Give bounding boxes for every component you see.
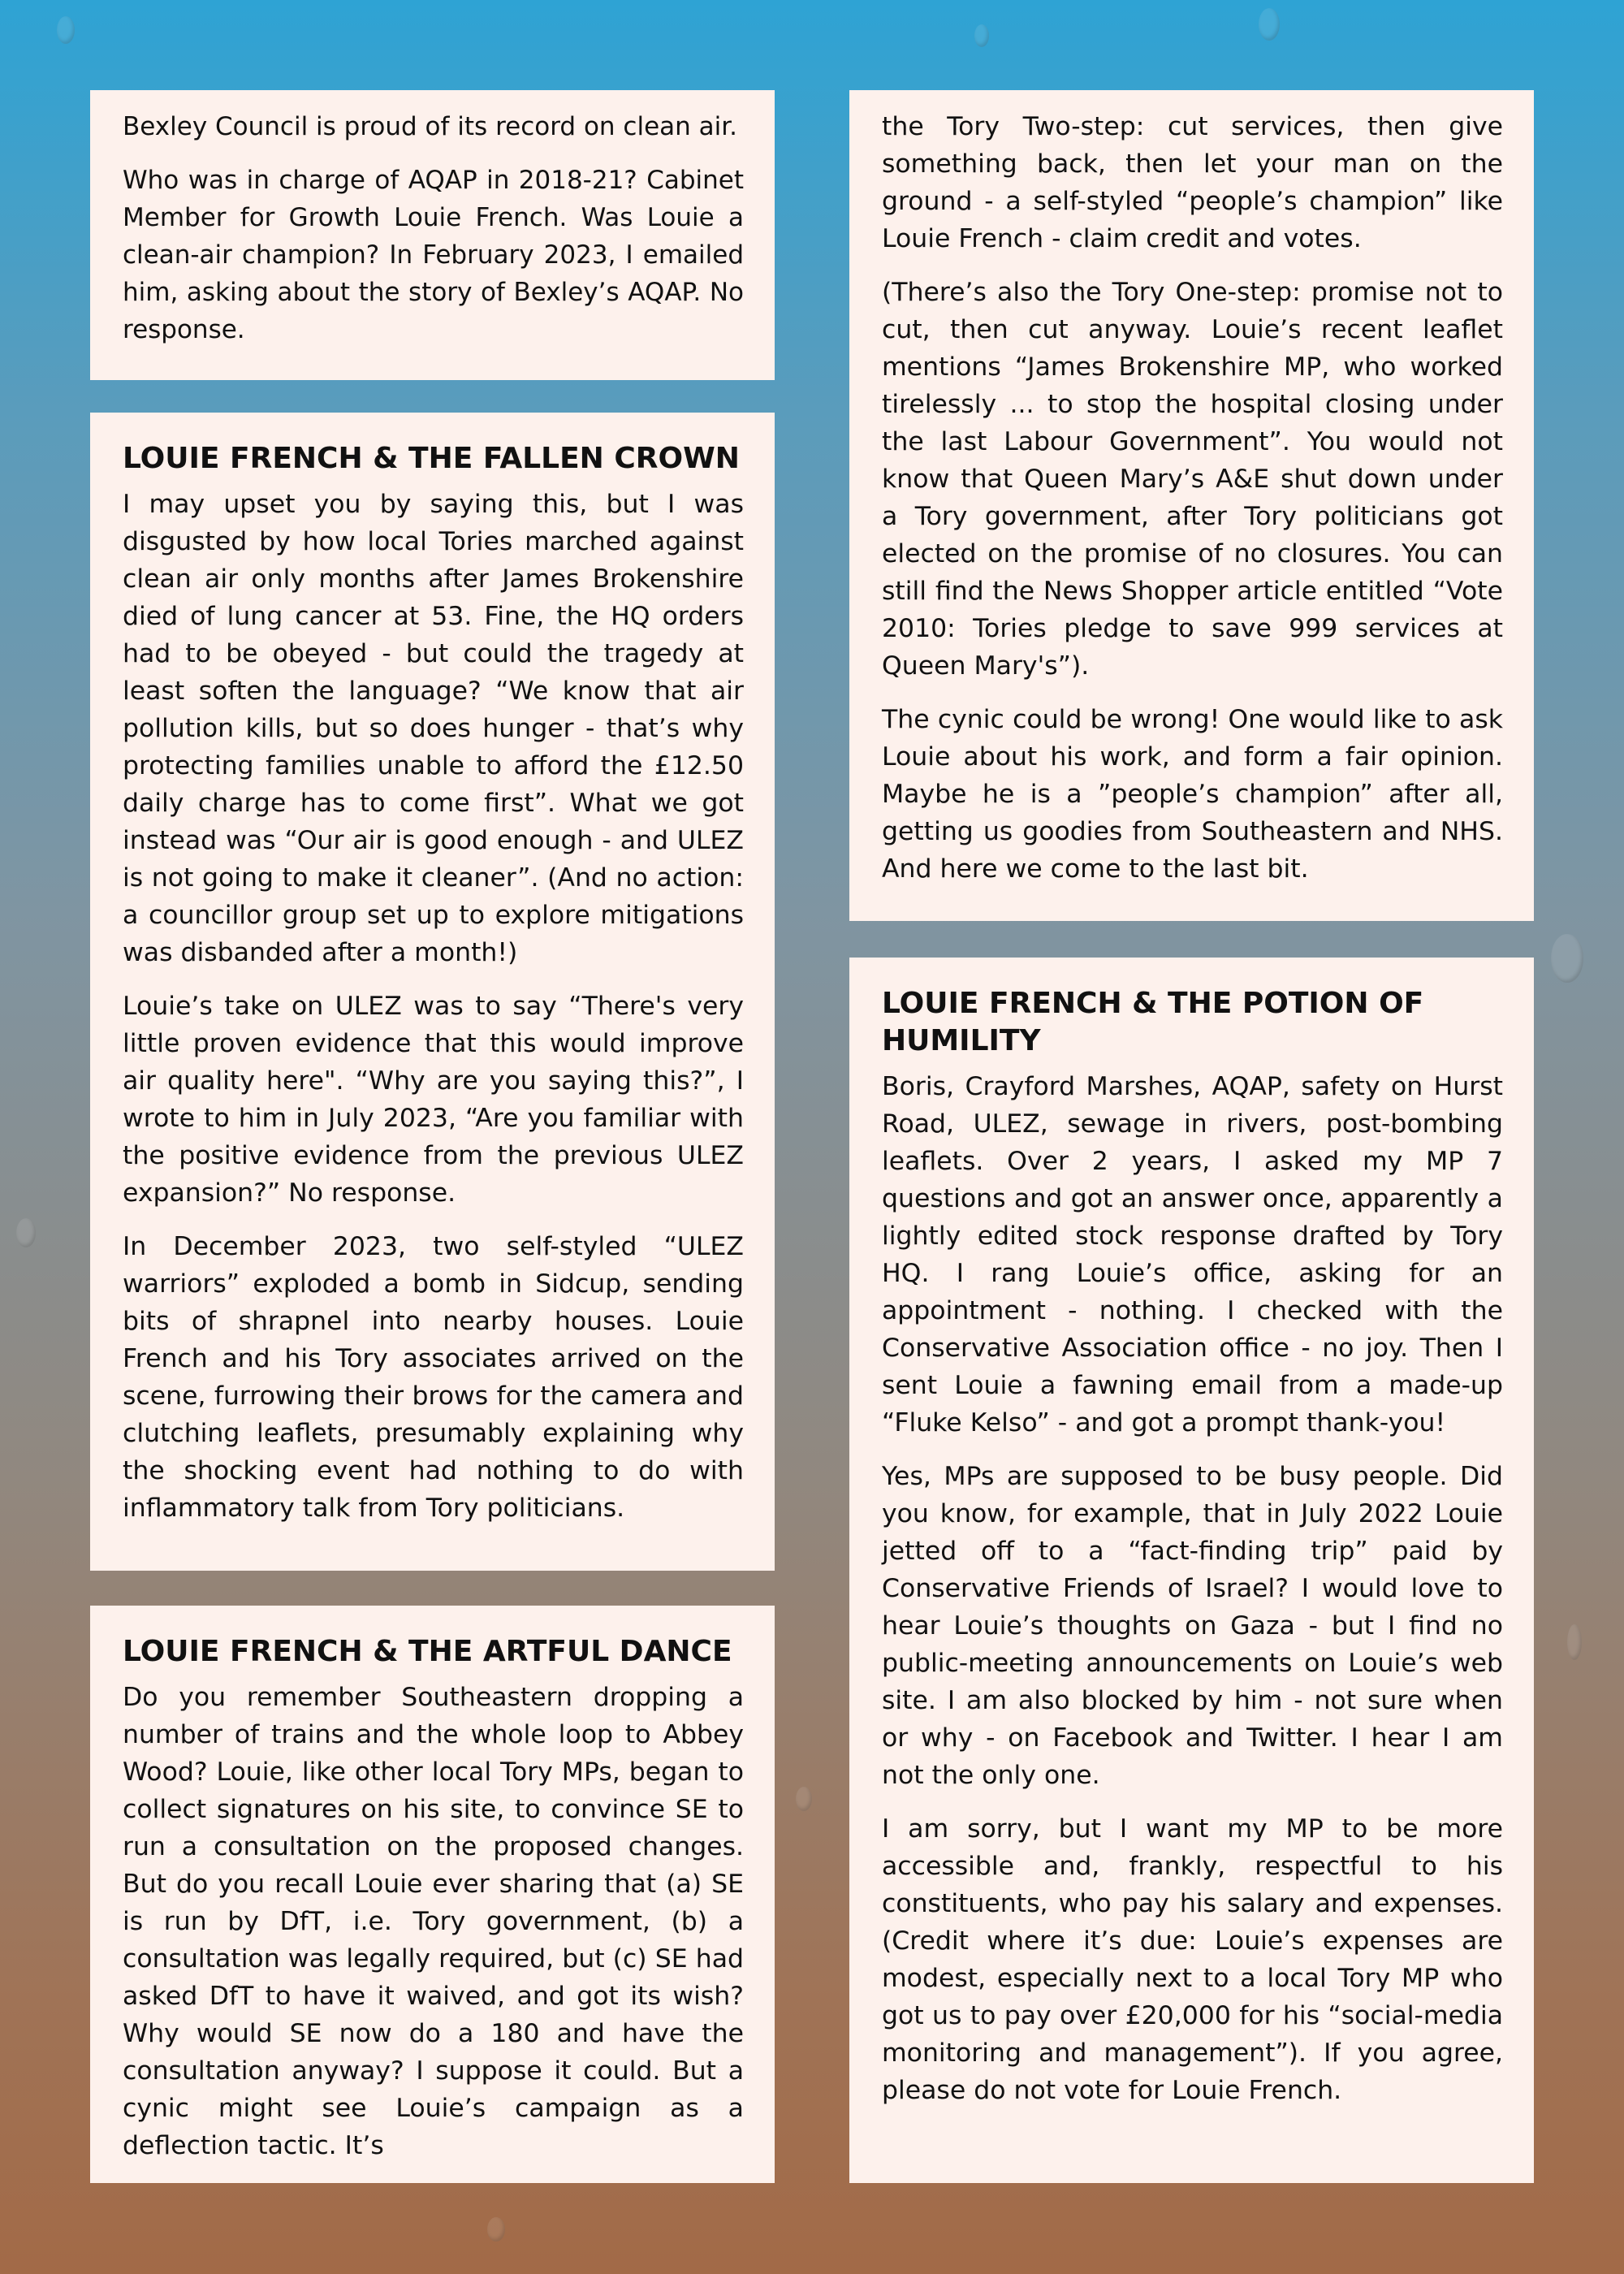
paragraph: Who was in charge of AQAP in 2018-21? Cabinet Member for Growth Louie French. Was Louie a clean-air champion? In February 2023, I emailed him, asking about the story of Bexley’s AQAP. No response. [123,166,744,344]
section-heading: LOUIE FRENCH & THE FALLEN CROWN [123,442,740,475]
droplet [487,2217,505,2242]
droplet [796,1787,812,1811]
droplet [1259,8,1280,41]
droplet [16,1218,36,1247]
potion-of-humility-panel [849,958,1534,2183]
paragraph: Do you remember Southeastern dropping a number of trains and the whole loop to Abbey Wood? Louie, like other local Tory MPs, began to collect signatures on his site, to convince SE to run a consultation on the proposed changes. But do you recall Louie ever sharing that (a) SE is run by DfT, i.e. Tory government, (b) a consultation was legally required, but (c) SE had asked DfT to have it waived, and got its wish? Why would SE now do a 180 and have the consultation anyway? I suppose it could. But a cynic might see Louie’s campaign as a deflection tactic. It’s [123,1683,744,2160]
droplet [1551,934,1583,983]
tory-two-step-panel [849,90,1534,921]
droplet [1567,1624,1582,1660]
paragraph: I may upset you by saying this, but I was disgusted by how local Tories marched against clean air only months after James Brokenshire died of lung cancer at 53. Fine, the HQ orders had to be obeyed - but could the tragedy at least soften the language? “We know that air pollution kills, but so does hunger - that’s why protecting families unable to afford the £12.50 daily charge has to come first”. What we got instead was “Our air is good enough - and ULEZ is not going to make it cleaner”. (And no action: a councillor group set up to explore mitigations was disbanded after a month!) [123,490,744,967]
paragraph: Boris, Crayford Marshes, AQAP, safety on Hurst Road, ULEZ, sewage in rivers, post-bombing leaflets. Over 2 years, I asked my MP 7 questions and got an answer once, apparently a lightly edited stock response drafted by Tory HQ. I rang Louie’s office, asking for an appointment - nothing. I checked with the Conservative Association office - no joy. Then I sent Louie a fawning email from a made-up “Fluke Kelso” - and got a prompt thank-you! [882,1072,1503,1437]
droplet [57,16,75,44]
paragraph: In December 2023, two self-styled “ULEZ warriors” exploded a bomb in Sidcup, sending bits of shrapnel into nearby houses. Louie French and his Tory associates arrived on the scene, furrowing their brows for the camera and clutching leaflets, presumably explaining why the shocking event had nothing to do with inflammatory talk from Tory politicians. [123,1232,744,1523]
paragraph: the Tory Two-step: cut services, then give something back, then let your man on the ground - a self-styled “people’s champion” like Louie French - claim credit and votes. [882,112,1503,253]
paragraph: Yes, MPs are supposed to be busy people. Did you know, for example, that in July 2022 Louie jetted off to a “fact-finding trip” paid by Conservative Friends of Israel? I would love to hear Louie’s thoughts on Gaza - but I find no public-meeting announcements on Louie’s web site. I am also blocked by him - not sure when or why - on Facebook and Twitter. I hear I am not the only one. [882,1462,1503,1790]
section-heading: LOUIE FRENCH & THE ARTFUL DANCE [123,1635,732,1668]
artful-dance-panel [90,1606,775,2183]
paragraph: I am sorry, but I want my MP to be more accessible and, frankly, respectful to his constituents, who pay his salary and expenses. (Credit where it’s due: Louie’s expenses are modest, especially next to a local Tory MP who got us to pay over £20,000 for his “social-media monitoring and management”). If you agree, please do not vote for Louie French. [882,1814,1503,2105]
paragraph: Louie’s take on ULEZ was to say “There's very little proven evidence that this would improve air quality here". “Why are you saying this?”, I wrote to him in July 2023, “Are you familiar with the positive evidence from the previous ULEZ expansion?” No response. [123,992,744,1208]
intro-panel [90,90,775,380]
section-heading: LOUIE FRENCH & THE POTION OF HUMILITY [882,987,1424,1057]
droplet [974,24,989,47]
fallen-crown-panel [90,413,775,1571]
paragraph: The cynic could be wrong! One would like to ask Louie about his work, and form a fair opinion. Maybe he is a ”people’s champion” after all, getting us goodies from Southeastern and NHS. And here we come to the last bit. [882,705,1503,884]
paragraph: (There’s also the Tory One-step: promise not to cut, then cut anyway. Louie’s recent leaflet mentions “James Brokenshire MP, who worked tirelessly ... to stop the hospital closing under the last Labour Government”. You would not know that Queen Mary’s A&E shut down under a Tory government, after Tory politicians got elected on the promise of no closures. You can still find the News Shopper article entitled “Vote 2010: Tories pledge to save 999 services at Queen Mary's”). [882,278,1503,681]
paragraph: Bexley Council is proud of its record on clean air. [123,112,738,141]
